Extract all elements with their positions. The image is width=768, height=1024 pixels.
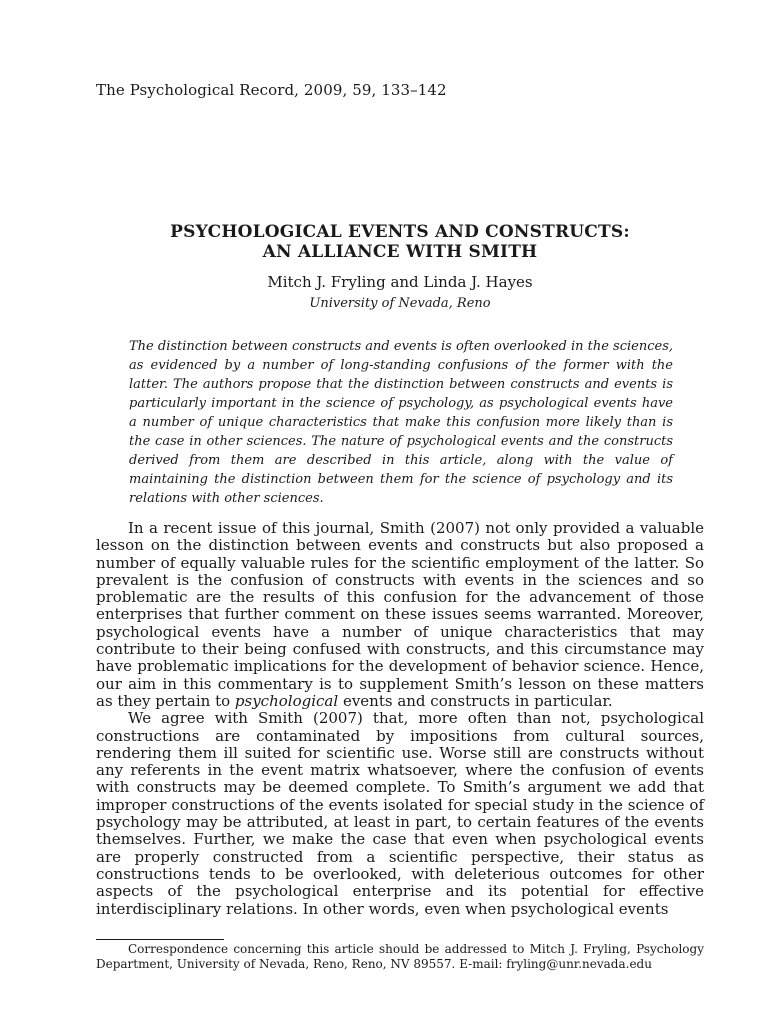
correspondence-footnote: Correspondence concerning this article should be addressed to Mitch J. Fryling, Psychology Department, University of Nevada, Reno, Reno, NV 89557. E-mail: fryling@unr.nevada.edu xyxy=(96,942,704,971)
emphasis-psychological: psychological xyxy=(234,691,339,710)
abstract: The distinction between constructs and events is often overlooked in the sciences, as evidenced by a number of long-standing confusions of the former with the latter. The authors propose that the distinction between constructs and events is particularly important in the science of psychology, as psychological events have a number of unique characteristics that make this confusion more likely than is the case in other sciences. The nature of psychological events and the constructs derived from them are described in this article, along with the value of maintaining the distinction between them for the science of psychology and its relations with other sciences. xyxy=(129,339,673,506)
article-authors: Mitch J. Fryling and Linda J. Hayes xyxy=(267,273,533,291)
body-paragraph-1-text: In a recent issue of this journal, Smith (2007) not only provided a valuable lesson on the distinction between events and constructs but also proposed a number of equally valuable rules for the scientific employment of the latter. So prevalent is the confusion of constructs with events in the sciences and so problematic are the results of this confusion for the advancement of those enterprises that further comment on these issues seems warranted. Moreover, psychological events have a number of unique characteristics that may contribute to their being confused with constructs, and this circumstance may have problematic implications for the development of behavior science. Hence, our aim in this commentary is to supplement Smith’s lesson on these matters as they pertain to xyxy=(96,519,704,710)
article-title-line-2: AN ALLIANCE WITH SMITH xyxy=(262,242,538,262)
body-text xyxy=(96,520,704,918)
body-paragraph-1 xyxy=(96,520,704,710)
journal-citation: The Psychological Record, 2009, 59, 133–142 xyxy=(96,81,447,99)
author-affiliation: University of Nevada, Reno xyxy=(309,296,491,311)
title-block xyxy=(96,222,704,313)
footnote-divider xyxy=(96,939,224,940)
body-paragraph-1-ending: events and constructs in particular. xyxy=(342,691,613,710)
article-title-line-1: PSYCHOLOGICAL EVENTS AND CONSTRUCTS: xyxy=(170,222,630,242)
body-paragraph-2: We agree with Smith (2007) that, more often than not, psychological constructions are contaminated by impositions from cultural sources, rendering them ill suited for scientific use. Worse still are constructs without any referents in the event matrix whatsoever, where the confusion of events with constructs may be deemed complete. To Smith’s argument we add that improper constructions of the events isolated for special study in the science of psychology may be attributed, at least in part, to certain features of the events themselves. Further, we make the case that even when psychological events are properly constructed from a scientific perspective, their status as constructions tends to be overlooked, with deleterious outcomes for other aspects of the psychological enterprise and its potential for effective interdisciplinary relations. In other words, even when psychological events xyxy=(96,709,704,918)
